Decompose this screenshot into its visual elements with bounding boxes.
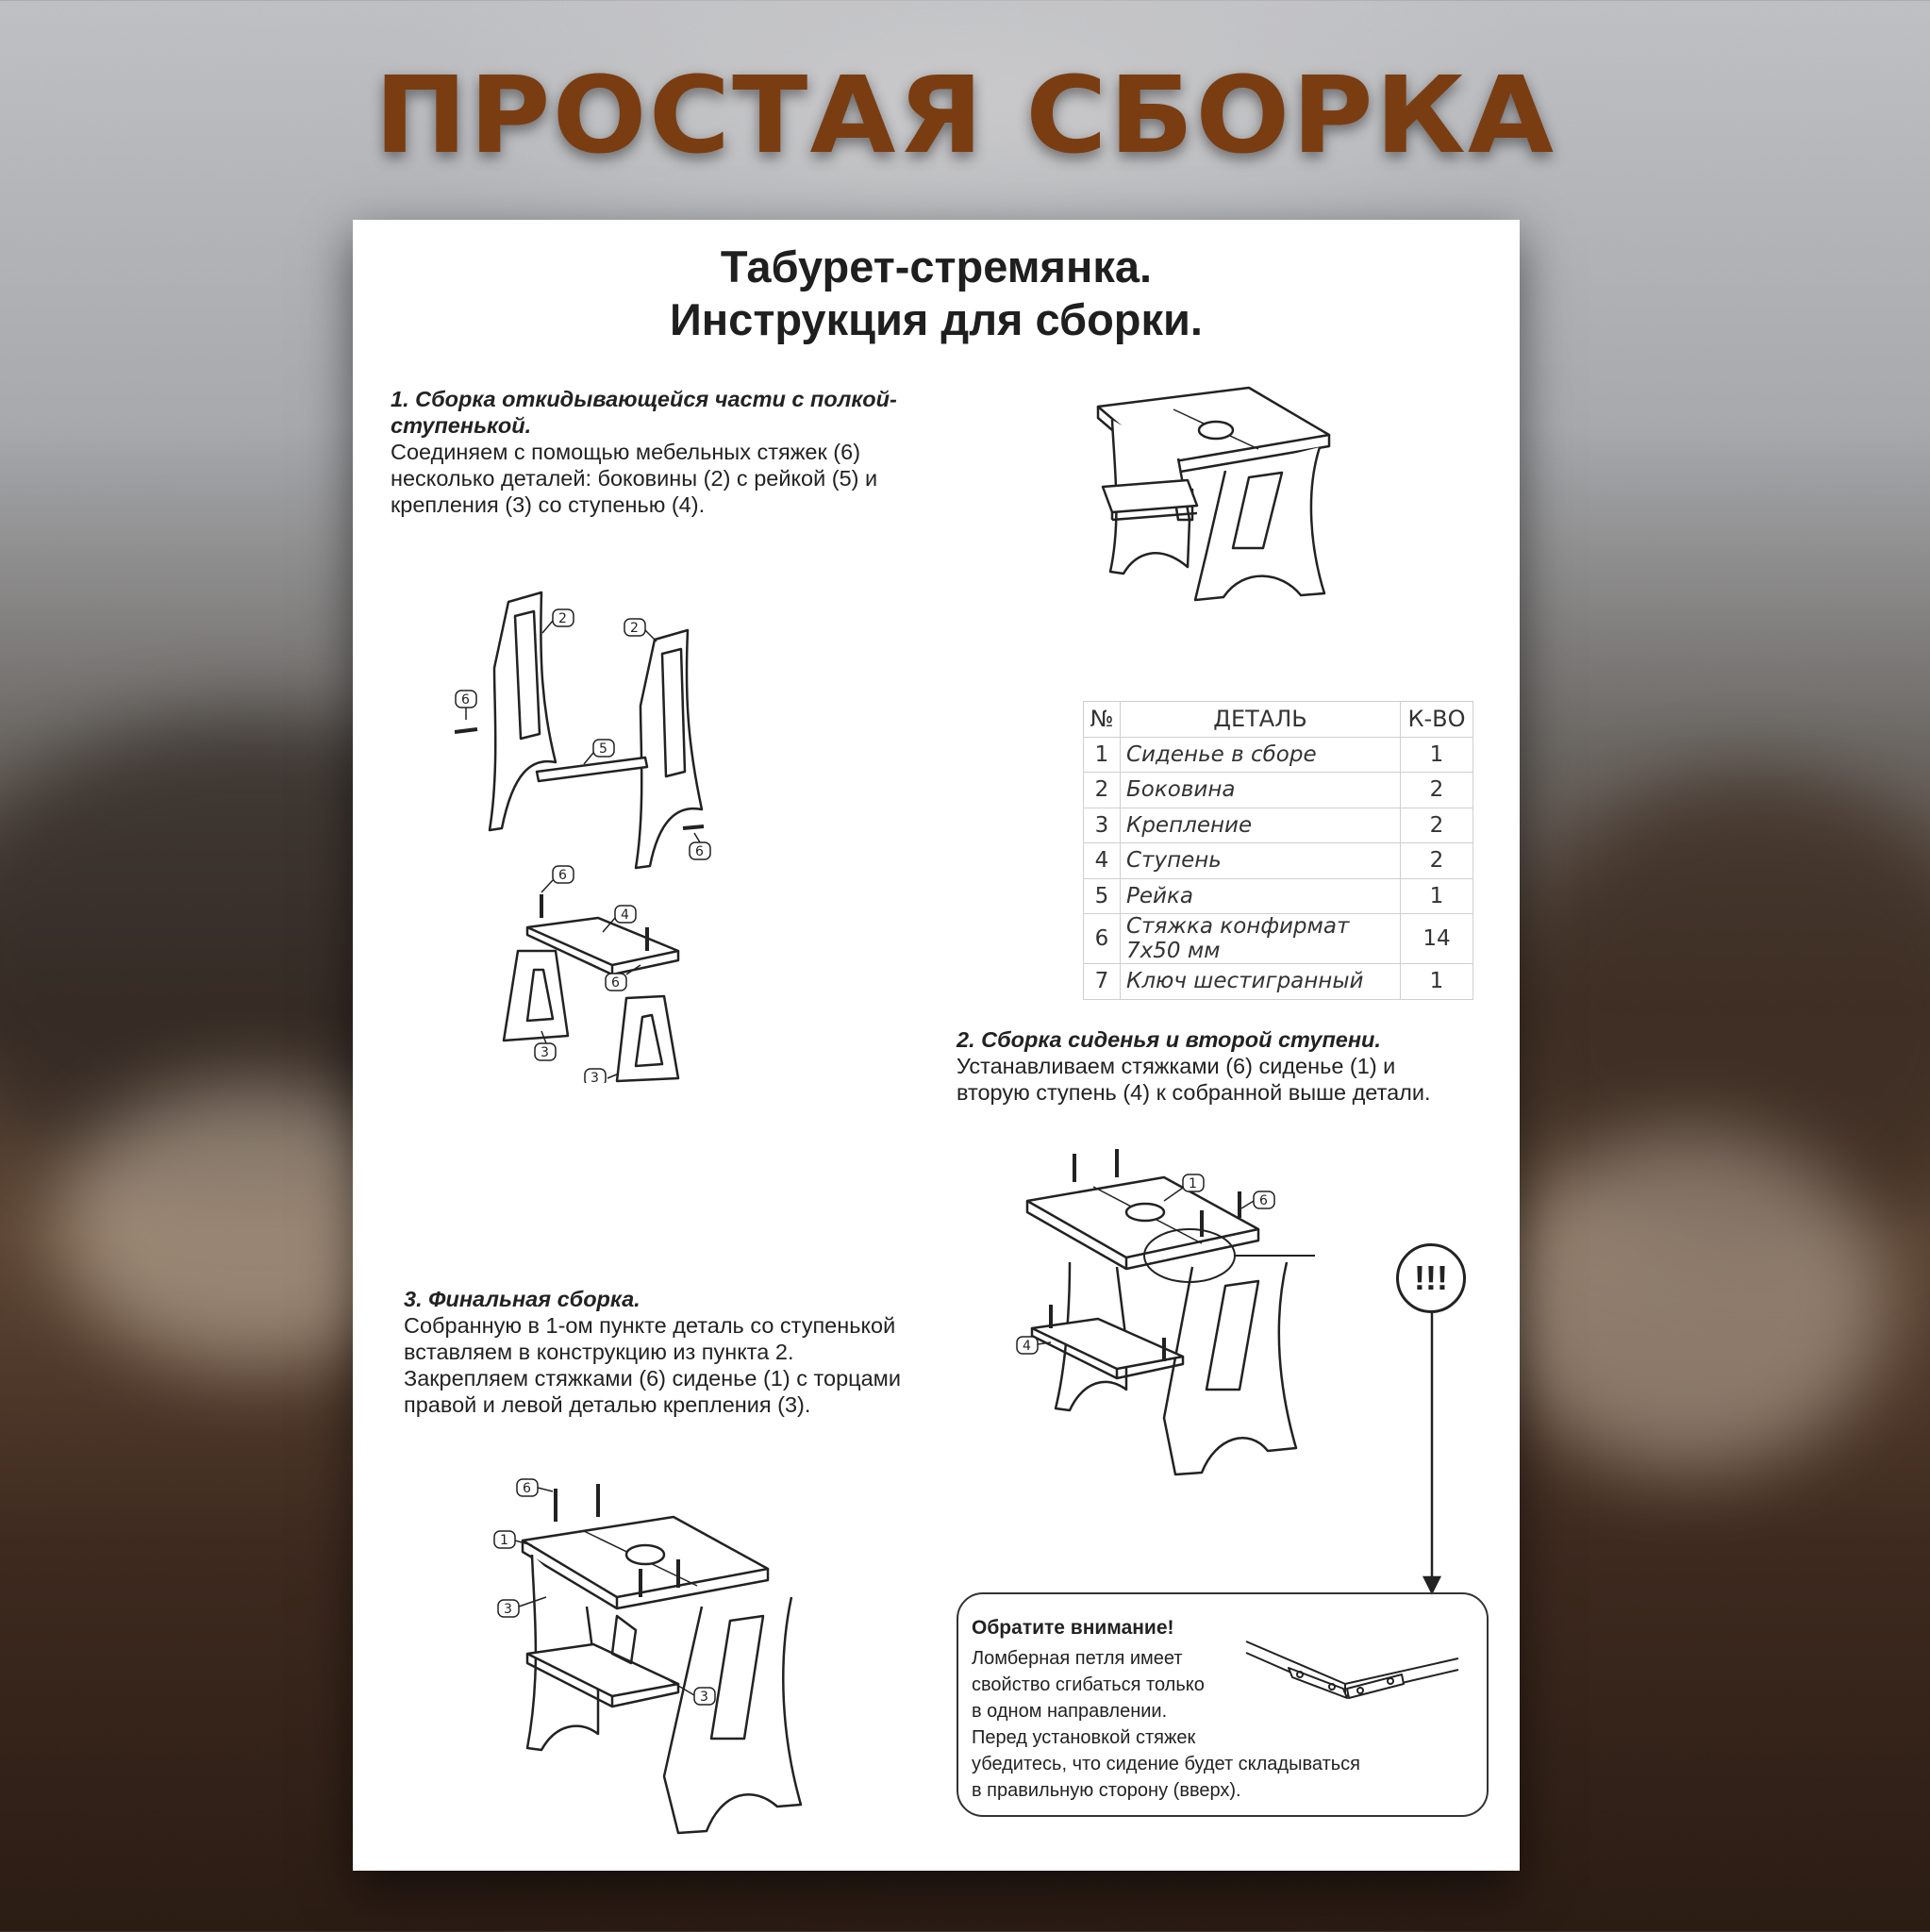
title-line-2: Инструкция для сборки.: [670, 294, 1203, 344]
title-line-1: Табурет-стремянка.: [720, 242, 1153, 291]
part-name: Сиденье в сборе: [1121, 737, 1401, 773]
hinge-figure: [1241, 1632, 1468, 1726]
table-row: [1084, 843, 1473, 879]
svg-text:6: 6: [523, 1481, 531, 1496]
instruction-sheet: [353, 220, 1520, 1871]
table-row: [1084, 964, 1473, 1000]
part-no: 5: [1084, 878, 1121, 914]
part-qty: 2: [1401, 773, 1473, 808]
step-2-heading: 2. Сборка сиденья и второй ступени.: [957, 1027, 1381, 1052]
step-3: [404, 1286, 960, 1418]
table-row: [1084, 878, 1473, 914]
parts-table: [1083, 701, 1473, 1000]
step-2-text: Устанавливаем стяжками (6) сиденье (1) и вторую ступень (4) к собранной выше детали.: [957, 1054, 1431, 1105]
part-qty: 1: [1401, 878, 1473, 914]
step-2-figure: [1013, 1125, 1315, 1484]
headline: ПРОСТАЯ СБОРКА: [374, 55, 1556, 177]
parts-col-qty: К-ВО: [1401, 702, 1473, 738]
svg-text:3: 3: [541, 1045, 549, 1060]
parts-col-name: ДЕТАЛЬ: [1121, 702, 1401, 738]
warning-arrow: [1419, 1313, 1447, 1596]
svg-text:2: 2: [630, 621, 639, 636]
table-row: [1084, 773, 1473, 808]
table-row: [1084, 808, 1473, 843]
part-name: Боковина: [1121, 773, 1401, 808]
svg-text:4: 4: [621, 908, 629, 923]
part-name: Крепление: [1121, 808, 1401, 843]
step-1-text: Соединяем с помощью мебельных стяжек (6) несколько деталей: боковины (2) с рейкой (5) и крепления (3) со ступенью (4).: [391, 440, 878, 517]
part-no: 2: [1084, 773, 1121, 808]
step-1-figure: [447, 555, 806, 1083]
part-qty: 1: [1401, 737, 1473, 773]
part-name: Ключ шестигранный: [1121, 964, 1401, 1000]
part-no: 4: [1084, 843, 1121, 879]
part-no: 7: [1084, 964, 1121, 1000]
svg-text:6: 6: [695, 844, 704, 859]
part-no: 3: [1084, 808, 1121, 843]
svg-text:4: 4: [1023, 1339, 1031, 1354]
part-name: Стяжка конфирмат 7х50 мм: [1121, 914, 1401, 964]
svg-text:3: 3: [700, 1690, 708, 1705]
part-qty: 2: [1401, 843, 1473, 879]
step-1-heading: 1. Сборка откидывающейся части с полкой- ступенькой.: [391, 387, 897, 438]
part-qty: 1: [1401, 964, 1473, 1000]
svg-text:6: 6: [558, 868, 567, 883]
part-qty: 14: [1401, 914, 1473, 964]
notice-heading: Обратите внимание!: [972, 1617, 1174, 1639]
warning-mark: !!!: [1396, 1243, 1466, 1313]
svg-text:6: 6: [461, 692, 470, 708]
step-3-figure: [475, 1465, 843, 1842]
part-no: 1: [1084, 737, 1121, 773]
step-3-heading: 3. Финальная сборка.: [404, 1287, 641, 1311]
svg-text:6: 6: [1259, 1193, 1268, 1208]
document-title: [353, 241, 1520, 346]
assembled-stool-figure: [1084, 378, 1348, 652]
part-qty: 2: [1401, 808, 1473, 843]
parts-table-header: [1084, 702, 1473, 738]
svg-text:3: 3: [591, 1071, 599, 1083]
notice-box: [957, 1592, 1489, 1817]
svg-text:1: 1: [500, 1533, 508, 1548]
notice-text: Ломберная петля имеет свойство сгибаться только в одном направлении. Перед установкой стяжек убедитесь, что сидение будет складываться в правильную сторону (вверх).: [972, 1648, 1360, 1801]
table-row: [1084, 914, 1473, 964]
svg-text:5: 5: [599, 741, 607, 757]
part-no: 6: [1084, 914, 1121, 964]
part-name: Рейка: [1121, 878, 1401, 914]
background-blur: [1490, 1132, 1887, 1472]
svg-text:3: 3: [504, 1602, 512, 1617]
step-2: [957, 1026, 1513, 1106]
svg-text:1: 1: [1189, 1176, 1197, 1191]
svg-text:6: 6: [611, 975, 620, 991]
svg-text:2: 2: [558, 611, 567, 626]
table-row: [1084, 737, 1473, 773]
part-name: Ступень: [1121, 843, 1401, 879]
step-3-text: Собранную в 1-ом пункте деталь со ступенькой вставляем в конструкцию из пункта 2. Закрепляем стяжками (6) сиденье (1) с торцами правой и левой деталью крепления (3).: [404, 1313, 901, 1417]
parts-col-no: №: [1084, 702, 1121, 738]
step-1: [391, 386, 957, 518]
